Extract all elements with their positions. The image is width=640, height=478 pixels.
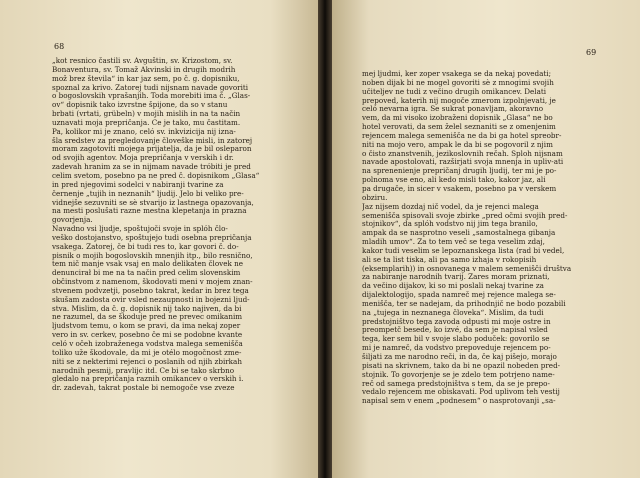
right-page [332, 0, 640, 478]
text-line: govorjenja. [52, 216, 93, 225]
text-line: o čisto znanstvenih, jezikoslovnih rečah. Sploh nijsnam [362, 149, 563, 158]
text-line: kakor tudi veselim se lepoznanskega lista (rad bi vedel, [362, 246, 565, 255]
text-line: celó v očeh izobraženega vodstva malega semenišča [52, 340, 243, 348]
left-page-body [52, 57, 314, 393]
text-line: pa drugače, in sicer v vsakem, posebno pa v verskem [362, 184, 557, 193]
text-line: veško dostojanstvo, spoštujejo tudi osebna prepričanja [52, 233, 252, 242]
text-line: šiljati za me narodno reči, in da, če kaj pišejo, morajo [362, 353, 557, 361]
text-line: stvenem podvzetji, posebno takrat, kedar in brez tega [52, 286, 249, 295]
text-line: vedalo rejencem me obiskavati. Pod uplivom teh vestij [362, 388, 560, 397]
text-line: vidnejše sezuvniti se sè stvarijo iz lastnega opazovanja, [52, 198, 254, 207]
text-line: od svojih agentov. Moja prepričanja v verskih i dr. [52, 154, 234, 163]
text-line: spoznal za krivo. Zatorej tudi nijsnam navade govoriti [52, 83, 249, 92]
text-line: polnoma vse eno, ali kedo misli tako, kakor jaz, ali [362, 176, 546, 185]
text-line: vem, da mi visoko izobraženi dopisnik „Glasa“ ne bo [362, 114, 553, 123]
text-line: brbati (vrtati, grübeln) v mojih mislih in na ta način [52, 110, 241, 119]
text-line: zadevah hranim za se in nijmam navade tróbiti je pred [52, 163, 251, 172]
text-line: rejencem malega semenišča ne da bi ga hotel spreobr- [362, 131, 562, 140]
left-page [0, 0, 318, 478]
text-line: černenje „tujih in neznanih“ ljudij. Jelo bi veliko pre- [52, 189, 244, 198]
text-line: mož brez števila“ in kar jaz sem, po č. g. dopisniku, [52, 74, 240, 83]
text-line: preompetč besede, ko izvé, da sem je napisal vsled [362, 326, 548, 335]
text-line: menišča, ter se nadejam, da prihodnjič ne bodo pozabili [362, 299, 566, 308]
text-line: stojnikov“, da splóh vodstvo nij jim tega branilo, [362, 220, 538, 229]
text-line: moram zagotoviti mojega prijatelja, da je bil osleparon [52, 145, 252, 154]
text-line: reč od samega predstojništva s tem, da se je prepo- [362, 379, 550, 388]
text-line: vsakega. Zatorej, če bi tudi res to, kar govori č. do- [52, 242, 239, 251]
text-line: dr. zadevah, takrat postale bi nemogoče vse zveze [52, 384, 235, 393]
text-line: celim svetom, posebno pa ne pred č. dopisnikom „Glasa“ [52, 171, 260, 180]
text-line: napisal sem v enem „podnesem“ o nasprotovanji „sa- [362, 397, 556, 406]
text-line: da večino dijakov, ki so mi poslali nekaj tvarine za [362, 282, 544, 291]
text-line: uznavati moja prepričanja. Če je tako, mu častitam. [52, 118, 241, 127]
text-line: Jaz nijsem dozdaj nič vodel, da je rejenci malega [362, 202, 539, 211]
text-line: na mesti poslušati razne mestna klepetanja in prazna [52, 207, 247, 216]
text-line: ljudstvom temu, o kom se pravi, da ima nekaj zoper [52, 322, 241, 331]
text-line: Pa, kolikor mi je znano, celó sv. inkvizicija nij izna- [52, 127, 236, 136]
text-line: Bonaventura, sv. Tomaž Akvinski in drugih modrih [52, 65, 236, 74]
text-line: pisnik o mojih bogoslovskih mnenjih itp., bilo resnično, [52, 251, 253, 260]
text-line: niti se z nekterimi rejenci o poslanih od njih zbirkah [52, 357, 242, 366]
text-line: ne razumel, da se škoduje pred ne prevec omikanim [52, 313, 243, 322]
text-line: za nabiranje narodnih tvarij. Zares moram priznati, [362, 273, 550, 282]
text-line: ali se ta list tiska, ali pa samo izhaja v rokopisih [362, 255, 537, 264]
book-gutter [318, 0, 332, 478]
text-line: Navadno vsi ljudje, spoštujoči svoje in splóh člo- [52, 225, 228, 234]
text-line: skušam zadosta ovir vsled nezaupnosti in bojezni ljud- [52, 295, 250, 304]
text-line: ov“ dopisnik tako izvrstne špijone, da so v stanu [52, 101, 228, 110]
text-line: obziru. [362, 193, 388, 202]
text-line: navade apostolovati, razširjati svoja mnenja in upliv-ati [362, 158, 564, 167]
text-line: semenišča spisovali svoje zbirke „pred očmi svojih pred- [362, 211, 568, 220]
text-line: celó nevarna igra. Se sukrat ponavljam, akoravno [362, 105, 544, 114]
text-line: o bogoslovskih vprašanjih. Toda morebiti ima č. „Glas- [52, 92, 251, 101]
text-line: noben dijak bi ne mogel govoriti sè z mnogimi svojih [362, 78, 554, 87]
text-line: niti na mojo vero, ampak le da bi se pogovoril z njim [362, 140, 553, 149]
text-line: mladih umov“. Za to tem več se tega veselim zdaj, [362, 238, 545, 247]
text-line: tem nič manje vsak vsaj en malo delikaten človek ne [52, 260, 244, 269]
text-line: tega, ker sem bil v svoje slabo poduček: govorilo se [362, 335, 550, 344]
text-line: na „tujega in neznanega človeka“. Mislim, da tudi [362, 308, 544, 317]
text-line: občinstvom z namenom, škodovati meni v mojem znan- [52, 278, 253, 287]
text-line: in pred njegovimi sodelci v nabiranji tvarine za [52, 180, 224, 189]
text-line: učiteljev ne tudi z večino drugih omikancev. Delati [362, 87, 547, 96]
text-line: dijalektologijo, spada namreč mej rejence malega se- [362, 291, 556, 300]
page-number-left: 68 [54, 42, 65, 51]
text-line: stojnik. To govorjenje se je zdelo tem potrjeno name- [362, 370, 555, 379]
text-line: (eksemplarih)) in osnovanega v malem semenišči društva [362, 264, 572, 273]
text-line: šla sredstev za pregledovanje človeške misli, in zatorej [52, 136, 253, 145]
text-line: prepoved, katerih nij mogoče zmerom izpolnjevati, je [362, 96, 556, 105]
right-page-body [362, 70, 634, 406]
text-line: pisati na skrivnem, tako da bi ne opazil nobeden pred- [362, 361, 561, 370]
text-line: „kot resnico častili sv. Avguštin, sv. Krizostom, sv. [52, 57, 233, 65]
text-line: predstojništvo tega zavoda odpusti mi moje ostre in [362, 317, 551, 326]
text-line: denuncirał bi me na ta način pred celim slovenskim [52, 269, 241, 278]
text-line: toliko uže škodovale, da mi je otélo mogočnost zme- [52, 348, 242, 357]
page-number-right: 69 [586, 48, 597, 57]
text-line: na sprenenienje prepričanj drugih ljudij, ter mi je po- [362, 167, 557, 176]
text-line: vero in sv. cerkev, posebno če mi se podobne kvante [52, 331, 243, 340]
text-line: gledalo na prepričanja raznih omikancev o verskih i. [52, 375, 244, 384]
text-line: narodnih pesmij, pravlijc itd. Če bi se tako skrbno [52, 366, 235, 375]
text-line: stva. Mislim, da č. g. dopisnik nij tako najiven, da bi [52, 304, 242, 313]
text-line: hotel verovati, da sem želel seznaniti se z omenjenim [362, 123, 556, 132]
text-line: mej ljudmi, ker zoper vsakega se da nekaj povedati; [362, 70, 552, 78]
text-line: mi je namreč, da vodstvo prepoveduje rejencem po- [362, 344, 551, 353]
text-line: ampak da se nasprotno veseli „samostalnega gibanja [362, 229, 556, 238]
